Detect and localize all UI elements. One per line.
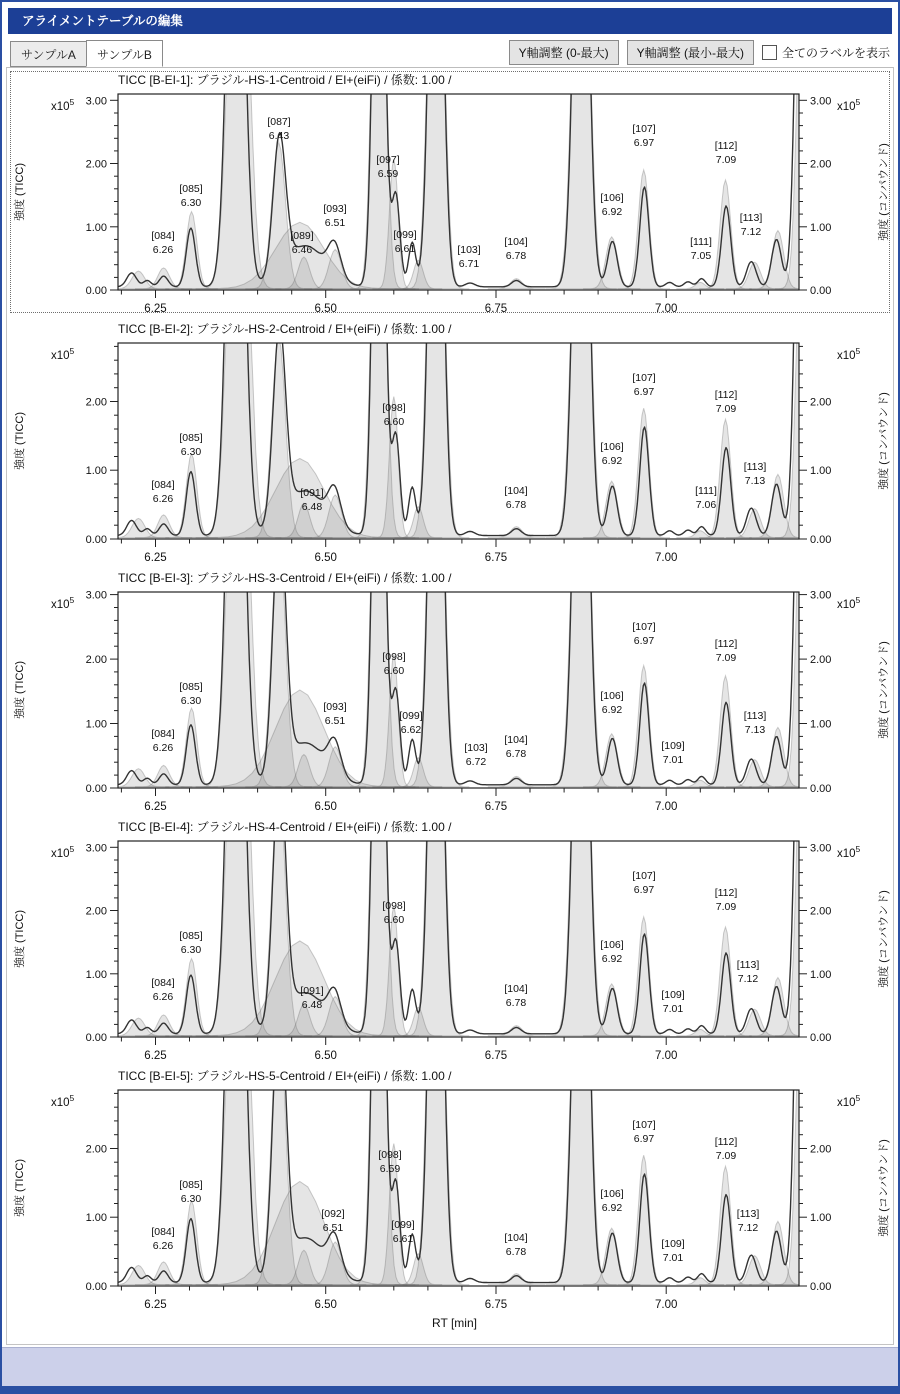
panel-title: TICC [B-EI-4]: ブラジル-HS-4-Centroid / EI+(eiFi) / 係数: 1.00 / [118,820,452,834]
chromatogram-plot-svg [11,586,894,810]
x-axis-tick-label: 6.75 [484,303,508,312]
show-all-labels-checkbox[interactable] [762,45,777,60]
peak-label: [113] 7.12 [739,212,763,238]
y-axis-tick-label-right: 1.00 [810,465,832,478]
y-axis-tick-label-right: 0.00 [810,534,832,546]
y-axis-tick-label: 0.00 [85,534,107,546]
peak-label: [113] 7.13 [743,710,767,736]
peak-label: [098] 6.60 [382,651,406,677]
y-axis-tick-label: 0.00 [85,285,107,297]
y-axis-tick-label-right: 2.00 [810,654,832,667]
y-axis-title-left: 強度 (TICC) [14,162,26,222]
peak-label: [104] 6.78 [504,236,528,262]
peak-label: [107] 6.97 [632,372,656,398]
plot-area[interactable] [11,337,889,561]
x-axis-ticks [121,1037,768,1045]
peak-label: [098] 6.59 [378,1149,402,1175]
peak-label: [087] 6.43 [267,116,291,142]
peak-label: [107] 6.97 [632,870,656,896]
y-axis-tick-label: 3.00 [85,842,107,855]
panel-title: TICC [B-EI-3]: ブラジル-HS-3-Centroid / EI+(eiFi) / 係数: 1.00 / [118,571,452,585]
y-axis-tick-label: 1.00 [85,1212,107,1225]
plot-area[interactable] [11,835,889,1059]
peak-label: [112] 7.09 [714,638,738,664]
peak-label: [112] 7.09 [714,887,738,913]
peak-label: [112] 7.09 [714,389,738,415]
y-axis-unit-right: $x10^5$ [837,346,861,362]
peak-label: [091] 6.48 [300,985,324,1011]
x-axis-tick-label: 6.50 [314,303,337,312]
y-axis-tick-label-right: 1.00 [810,968,832,981]
peak-label: [104] 6.78 [504,1232,528,1258]
y-axis-tick-label-right: 2.00 [810,158,832,171]
y-axis-tick-label: 2.00 [85,1143,107,1156]
plot-area[interactable] [11,88,889,312]
y-axis-title-right: 強度 (コンパウンド) [878,1139,890,1237]
y-axis-tick-label: 2.00 [85,158,107,171]
y-axis-adjust-zero-max-button[interactable]: Y軸調整 (0-最大) [509,40,619,65]
x-axis-tick-label: 6.25 [144,552,167,561]
peak-label: [109] 7.01 [661,989,685,1015]
x-axis-tick-label: 7.00 [655,552,678,561]
y-axis-ticks [110,346,807,539]
tab-sample-b[interactable]: サンプルB [86,40,163,67]
show-all-labels-label: 全てのラベルを表示 [781,46,890,60]
x-axis-tick-label: 6.50 [314,1299,337,1308]
peak-label: [085] 6.30 [179,930,203,956]
peak-label: [112] 7.09 [714,1136,738,1162]
x-axis-tick-label: 6.50 [314,552,337,561]
y-axis-unit-left: $x10^5$ [51,1093,75,1109]
peak-label: [104] 6.78 [504,983,528,1009]
y-axis-unit-right: $x10^5$ [837,844,861,860]
chromatogram-panel[interactable] [10,71,890,313]
y-axis-tick-label: 1.00 [85,968,107,981]
peak-label: [111] 7.05 [690,236,712,262]
y-axis-tick-label: 0.00 [85,1281,107,1293]
chromatogram-panel[interactable] [10,320,890,562]
sample-tabs [10,40,162,67]
x-axis-tick-label: 6.25 [144,303,167,312]
peak-label: [084] 6.26 [151,230,175,256]
y-axis-ticks [110,595,807,788]
y-axis-ticks [110,847,807,1037]
y-axis-tick-label-right: 0.00 [810,1281,832,1293]
y-axis-title-left: 強度 (TICC) [14,909,26,969]
y-axis-unit-right: $x10^5$ [837,97,861,113]
x-axis-tick-label: 6.25 [144,1050,167,1059]
chromatogram-panel[interactable] [10,818,890,1060]
peak-label: [113] 7.13 [743,461,767,487]
y-axis-tick-label-right: 3.00 [810,589,832,602]
y-axis-ticks [110,100,807,290]
x-axis-ticks [121,788,768,796]
toolbar [509,40,890,67]
y-axis-unit-left: $x10^5$ [51,97,75,113]
panel-title: TICC [B-EI-5]: ブラジル-HS-5-Centroid / EI+(eiFi) / 係数: 1.00 / [118,1069,452,1083]
x-axis-tick-label: 6.25 [144,1299,167,1308]
peak-label: [089] 6.46 [290,230,314,256]
x-axis-ticks [121,539,768,547]
peak-label: [084] 6.26 [151,977,175,1003]
chromatogram-plot-svg [11,88,894,312]
peak-label: [104] 6.78 [504,485,528,511]
y-axis-tick-label: 0.00 [85,783,107,795]
y-axis-unit-left: $x10^5$ [51,595,75,611]
y-axis-title-right: 強度 (コンパウンド) [878,143,890,241]
peak-label: [084] 6.26 [151,728,175,754]
peak-label: [106] 6.92 [600,441,624,467]
peak-label: [106] 6.92 [600,1188,624,1214]
y-axis-tick-label: 1.00 [85,718,107,731]
chromatogram-content-area [6,67,894,1345]
y-axis-tick-label: 1.00 [85,465,107,478]
y-axis-tick-label: 2.00 [85,905,107,918]
peak-label: [109] 7.01 [661,1238,685,1264]
peak-label: [098] 6.60 [382,402,406,428]
x-axis-tick-label: 6.75 [484,552,508,561]
peak-label: [085] 6.30 [179,432,203,458]
peak-label: [099] 6.61 [391,1219,415,1245]
x-axis-tick-label: 6.50 [314,1050,337,1059]
x-axis-tick-label: 7.00 [655,1299,678,1308]
peak-label: [106] 6.92 [600,939,624,965]
chromatogram-panel[interactable] [10,569,890,811]
window-title: アライメントテーブルの編集 [8,8,892,34]
y-axis-unit-right: $x10^5$ [837,1093,861,1109]
y-axis-tick-label-right: 3.00 [810,842,832,855]
peak-label: [107] 6.97 [632,123,656,149]
chromatogram-panel[interactable] [10,1067,890,1309]
chromatogram-plot-svg [11,835,894,1059]
peak-label: [092] 6.51 [321,1208,345,1234]
y-axis-title-right: 強度 (コンパウンド) [878,641,890,739]
y-axis-title-right: 強度 (コンパウンド) [878,392,890,490]
peak-label: [104] 6.78 [504,734,528,760]
peak-label: [084] 6.26 [151,479,175,505]
y-axis-unit-left: $x10^5$ [51,346,75,362]
peak-label: [106] 6.92 [600,690,624,716]
peak-label: [107] 6.97 [632,1119,656,1145]
y-axis-title-left: 強度 (TICC) [14,1158,26,1218]
chromatogram-plot-svg [11,1084,894,1308]
peak-label: [113] 7.12 [736,1208,760,1234]
x-axis-title: RT [min] [432,1316,477,1330]
peak-label: [093] 6.51 [323,701,347,727]
plot-area[interactable] [11,586,889,810]
x-axis-tick-label: 7.00 [655,801,678,810]
x-axis-tick-label: 7.00 [655,1050,678,1059]
y-axis-title-left: 強度 (TICC) [14,660,26,720]
x-axis-ticks [121,1286,768,1294]
y-axis-tick-label-right: 2.00 [810,396,832,409]
panels [7,71,893,1309]
peak-label: [091] 6.48 [300,487,324,513]
y-axis-tick-label-right: 3.00 [810,95,832,108]
y-axis-tick-label: 0.00 [85,1032,107,1044]
y-axis-tick-label-right: 0.00 [810,1032,832,1044]
window-bottom-edge [2,1386,898,1392]
y-axis-tick-label: 2.00 [85,654,107,667]
peak-label: [085] 6.30 [179,1179,203,1205]
peak-label: [085] 6.30 [179,681,203,707]
x-axis-tick-label: 7.00 [655,303,678,312]
peak-label: [112] 7.09 [714,140,738,166]
y-axis-tick-label-right: 1.00 [810,1212,832,1225]
peak-label: [099] 6.62 [399,710,423,736]
y-axis-adjust-min-max-button[interactable]: Y軸調整 (最小-最大) [627,40,754,65]
panel-title: TICC [B-EI-2]: ブラジル-HS-2-Centroid / EI+(eiFi) / 係数: 1.00 / [118,322,452,336]
y-axis-tick-label: 2.00 [85,396,107,409]
y-axis-tick-label: 3.00 [85,95,107,108]
peak-label: [097] 6.59 [376,154,400,180]
y-axis-tick-label: 3.00 [85,589,107,602]
y-axis-tick-label-right: 1.00 [810,221,832,234]
y-axis-title-left: 強度 (TICC) [14,411,26,471]
peak-label: [093] 6.51 [323,203,347,229]
footer-bar [2,1347,898,1386]
y-axis-tick-label-right: 0.00 [810,783,832,795]
peak-label: [098] 6.60 [382,900,406,926]
x-axis-tick-label: 6.75 [484,1050,508,1059]
peak-label: [103] 6.72 [464,742,488,768]
x-axis-tick-label: 6.50 [314,801,337,810]
y-axis-tick-label-right: 0.00 [810,285,832,297]
y-axis-ticks [110,1093,807,1286]
tab-sample-a[interactable]: サンプルA [10,41,87,67]
chromatogram-plot-svg [11,337,894,561]
y-axis-title-right: 強度 (コンパウンド) [878,890,890,988]
peak-label: [099] 6.61 [393,229,417,255]
x-axis-tick-label: 6.75 [484,1299,508,1308]
show-all-labels-checkbox-row [762,44,890,61]
tab-toolbar-row [10,40,890,67]
y-axis-tick-label-right: 2.00 [810,905,832,918]
y-axis-unit-right: $x10^5$ [837,595,861,611]
y-axis-tick-label-right: 1.00 [810,718,832,731]
y-axis-unit-left: $x10^5$ [51,844,75,860]
peak-label: [111] 7.06 [695,485,717,511]
y-axis-tick-label: 1.00 [85,221,107,234]
panel-title: TICC [B-EI-1]: ブラジル-HS-1-Centroid / EI+(eiFi) / 係数: 1.00 / [118,73,452,87]
peak-label: [085] 6.30 [179,183,203,209]
x-axis-ticks [121,290,768,298]
x-axis-tick-label: 6.75 [484,801,508,810]
peak-label: [103] 6.71 [457,244,481,270]
peak-label: [084] 6.26 [151,1226,175,1252]
peak-label: [113] 7.12 [736,959,760,985]
y-axis-tick-label-right: 2.00 [810,1143,832,1156]
peak-label: [106] 6.92 [600,192,624,218]
x-axis-tick-label: 6.25 [144,801,167,810]
plot-area[interactable] [11,1084,889,1308]
peak-label: [107] 6.97 [632,621,656,647]
peak-label: [109] 7.01 [661,740,685,766]
